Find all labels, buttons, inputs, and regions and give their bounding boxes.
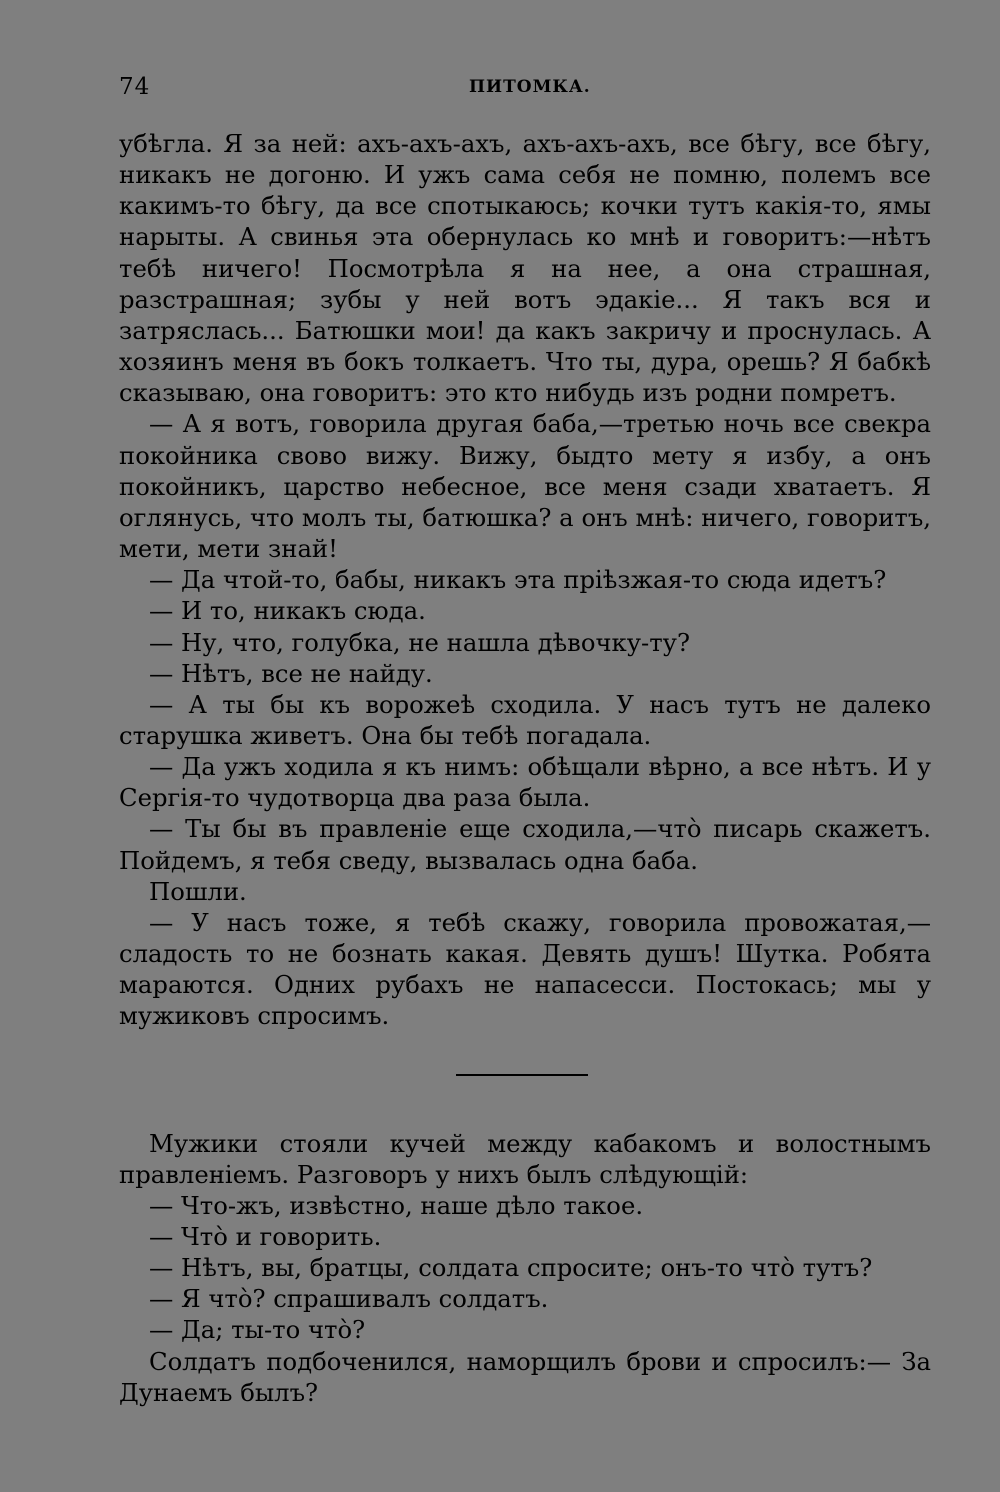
paragraph: — А ты бы къ ворожеѣ сходила. У насъ тутъ не далеко старушка живетъ. Она бы тебѣ погадала. (119, 689, 931, 750)
paragraph: — Ты бы въ правленіе еще сходила,—что̀ писарь скажетъ. Пойдемъ, я тебя сведу, вызвалась одна баба. (119, 814, 931, 875)
paragraph: Солдатъ подбоченился, наморщилъ брови и спросилъ:— За Дунаемъ былъ? (119, 1346, 931, 1407)
page-body (119, 128, 931, 1408)
paragraph: — Я что̀? спрашивалъ солдатъ. (149, 1284, 549, 1314)
paragraph: — Ну, что, голубка, не нашла дѣвочку-ту? (149, 627, 691, 657)
section-two (119, 1128, 931, 1408)
paragraph: — Да ужъ ходила я къ нимъ: обѣщали вѣрно, а все нѣтъ. И у Сергія-то чудотворца два раза была. (119, 752, 931, 813)
paragraph: Пошли. (149, 876, 247, 906)
section-divider (456, 1074, 588, 1076)
paragraph: — Нѣтъ, вы, братцы, солдата спросите; онъ-то что̀ тутъ? (149, 1253, 873, 1283)
paragraph: — Да; ты-то что̀? (149, 1315, 366, 1345)
page-header (119, 74, 929, 104)
page-number: 74 (119, 74, 151, 100)
paragraph: — Что-жъ, извѣстно, наше дѣло такое. (149, 1190, 644, 1220)
paragraph: — У насъ тоже, я тебѣ скажу, говорила провожатая,—сладость то не бознать какая. Девять душъ! Шутка. Робята мараются. Одних рубахъ не напасесси. Постокась; мы у мужиковъ спросимъ. (119, 907, 931, 1031)
paragraph: — И то, никакъ сюда. (149, 596, 426, 626)
paragraph: — Что̀ и говорить. (149, 1222, 382, 1251)
running-title: ПИТОМКА. (469, 77, 591, 97)
paragraph: убѣгла. Я за ней: ахъ-ахъ-ахъ, ахъ-ахъ-ахъ, все бѣгу, все бѣгу, никакъ не догоню. И ужъ сама себя не помню, полемъ все какимъ-то бѣгу, да все спотыкаюсь; кочки тутъ какія-то, ямы нарыты. А свинья эта обернулась ко мнѣ и говоритъ:—нѣтъ тебѣ ничего! Посмотрѣла я на нее, а она страшная, разстрашная; зубы у ней вотъ эдакіе... Я такъ вся и затряслась... Батюшки мои! да какъ закричу и проснулась. А хозяинъ меня въ бокъ толкаетъ. Что ты, дура, орешь? Я бабкѣ сказываю, она говоритъ: это кто нибудь изъ родни помретъ. (119, 129, 931, 408)
paragraph: — Да чтой-то, бабы, никакъ эта пріѣзжая-то сюда идетъ? (149, 565, 887, 595)
paragraph: Мужики стояли кучей между кабакомъ и волостнымъ правленіемъ. Разговоръ у нихъ былъ слѣдующій: (119, 1128, 931, 1189)
paragraph: — А я вотъ, говорила другая баба,—третью ночь все свекра покойника свово вижу. Вижу, быдто мету я избу, а онъ покойникъ, царство небесное, все меня сзади хватаетъ. Я оглянусь, что молъ ты, батюшка? а онъ мнѣ: ничего, говоритъ, мети, мети знай! (119, 409, 931, 564)
paragraph: — Нѣтъ, все не найду. (149, 658, 433, 688)
